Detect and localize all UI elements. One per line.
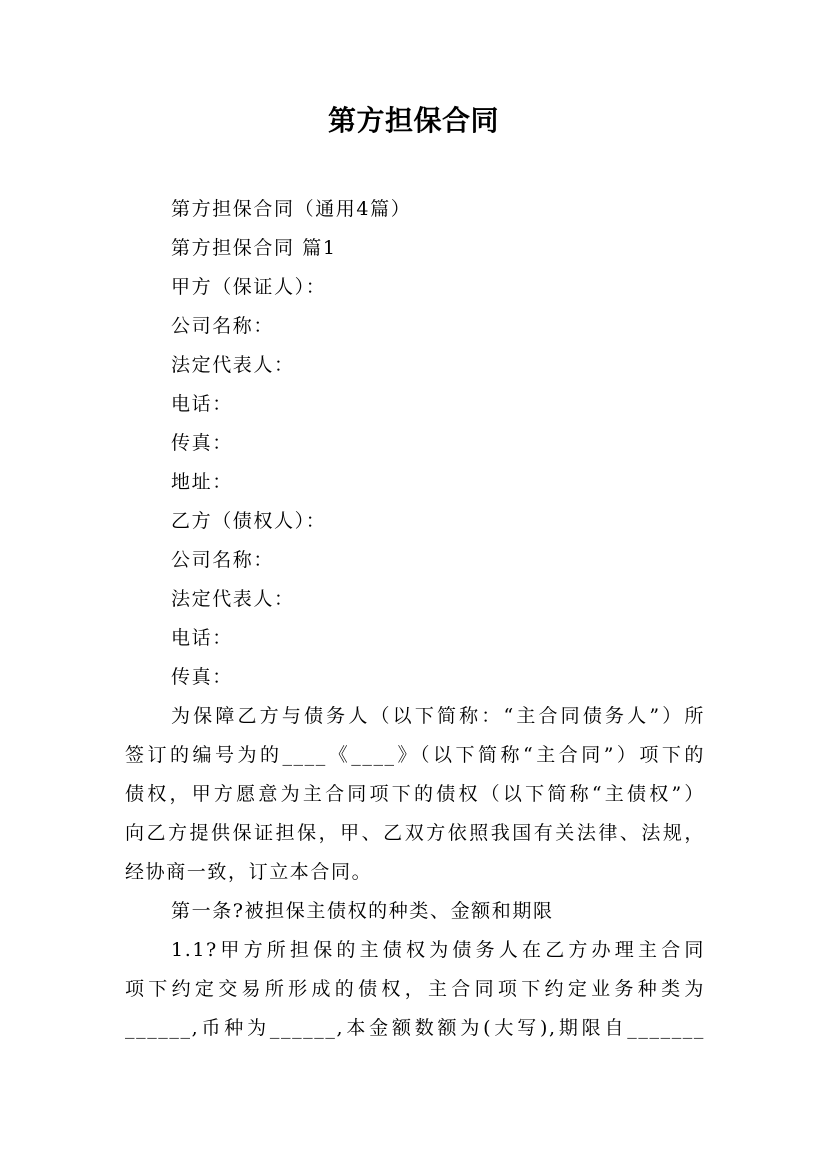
party-b-legal-rep: 法定代表人： bbox=[171, 588, 295, 610]
party-b-phone: 电话： bbox=[171, 627, 233, 649]
section-heading: 第方担保合同 篇1 bbox=[171, 237, 337, 259]
paragraph-line: 债权，甲方愿意为主合同项下的债权（以下简称“主债权”） bbox=[125, 783, 705, 805]
party-b-company-name: 公司名称： bbox=[171, 549, 275, 571]
party-a-legal-rep: 法定代表人： bbox=[171, 354, 295, 376]
paragraph-line: 签订的编号为的____《____》（以下简称“主合同”）项下的 bbox=[125, 744, 705, 766]
party-a-address: 地址： bbox=[171, 471, 233, 493]
party-a-fax: 传真： bbox=[171, 432, 233, 454]
paragraph-line: 1.1?甲方所担保的主债权为债务人在乙方办理主合同 bbox=[171, 939, 705, 961]
article-one-heading: 第一条?被担保主债权的种类、金额和期限 bbox=[171, 900, 554, 922]
party-a-phone: 电话： bbox=[171, 393, 233, 415]
paragraph-line: 项下约定交易所形成的债权，主合同项下约定业务种类为 bbox=[125, 978, 705, 1000]
paragraph-line: 为保障乙方与债务人（以下简称：“主合同债务人”）所 bbox=[171, 705, 705, 727]
party-b-heading: 乙方（债权人）： bbox=[171, 510, 327, 532]
document-body bbox=[125, 190, 705, 1048]
subtitle-line: 第方担保合同（通用4篇） bbox=[171, 198, 412, 220]
paragraph-line: 经协商一致，订立本合同。 bbox=[125, 861, 373, 883]
paragraph-line: ______,币种为______,本金额数额为(大写),期限自_______ bbox=[125, 1017, 705, 1039]
party-a-heading: 甲方（保证人）： bbox=[171, 276, 327, 298]
party-a-company-name: 公司名称： bbox=[171, 315, 275, 337]
party-b-fax: 传真： bbox=[171, 666, 233, 688]
paragraph-line: 向乙方提供保证担保，甲、乙双方依照我国有关法律、法规， bbox=[125, 822, 705, 844]
document-title: 第方担保合同 bbox=[327, 104, 499, 137]
